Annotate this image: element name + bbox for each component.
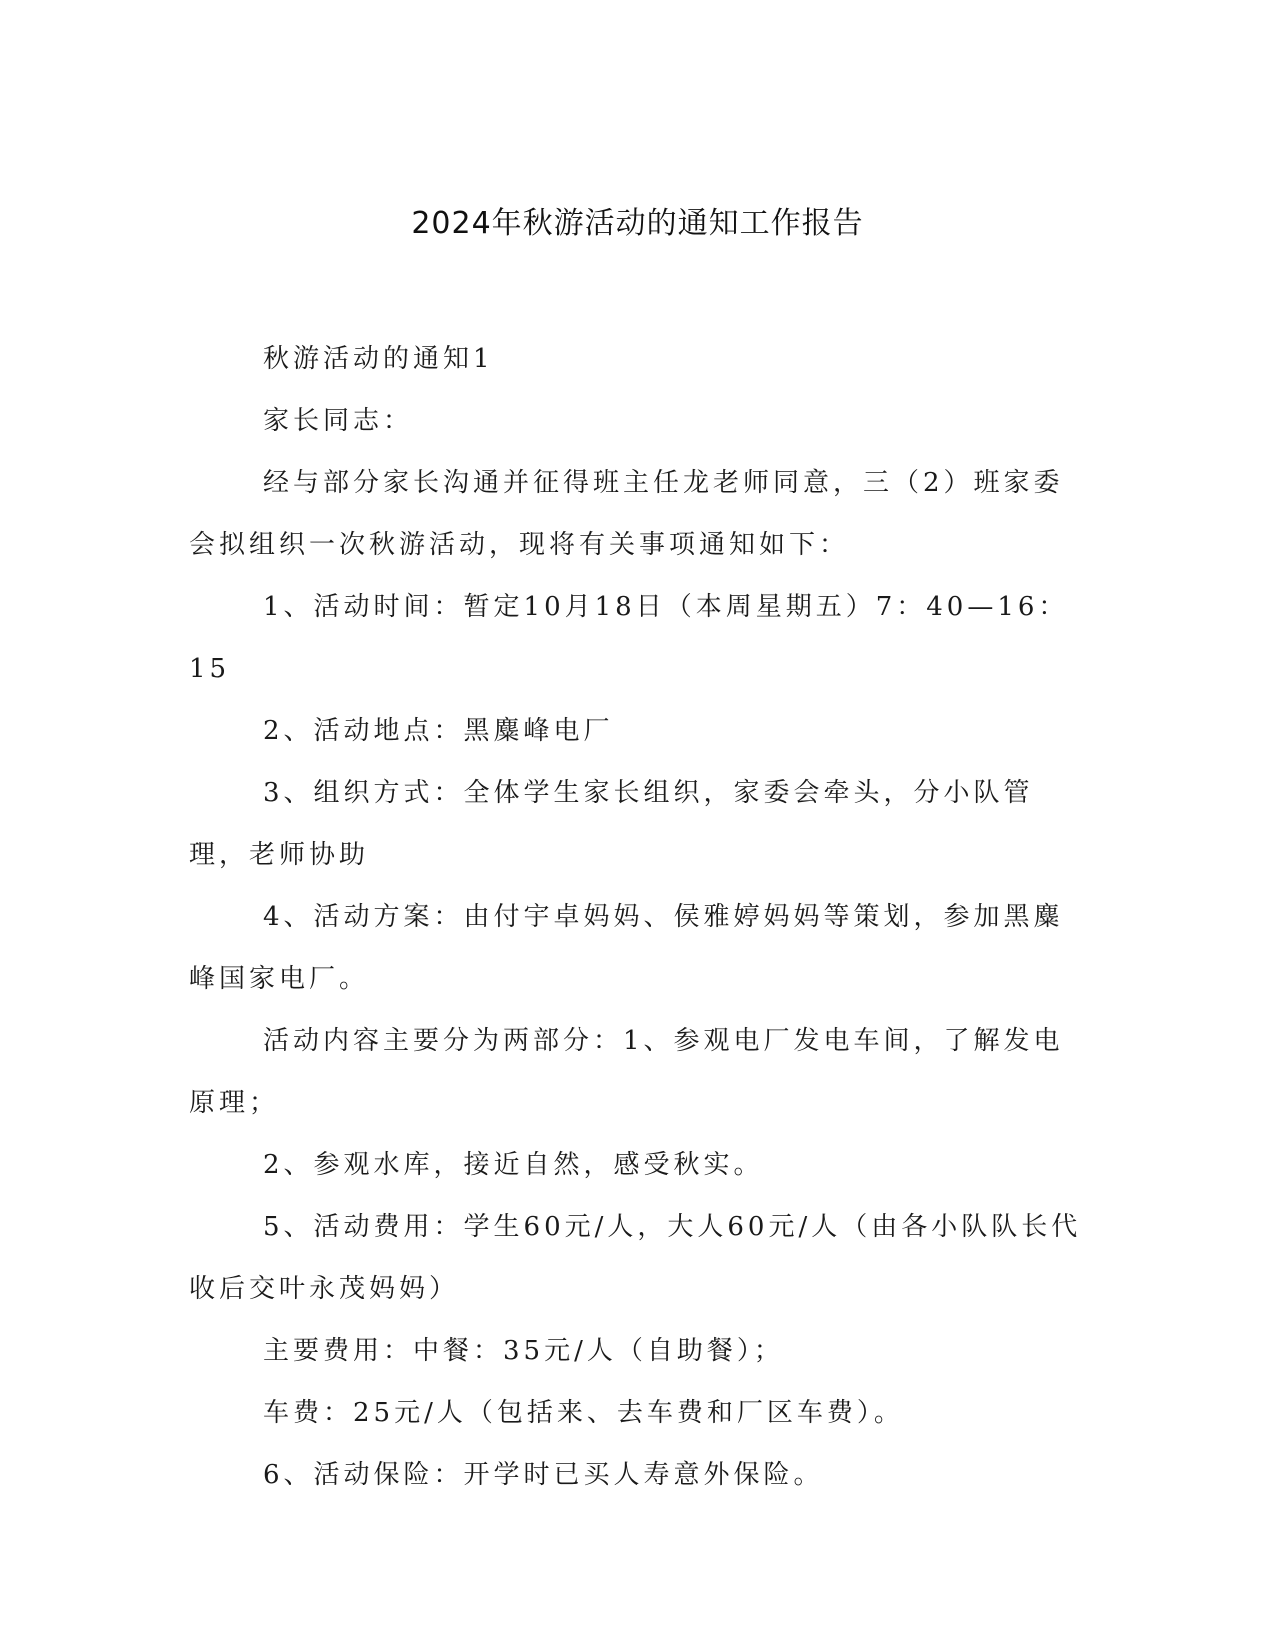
notice-heading: 秋游活动的通知1 bbox=[263, 344, 494, 374]
document-title: 2024年秋游活动的通知工作报告 bbox=[411, 206, 864, 241]
item-activity-time: 1、活动时间：暂定10月18日（本周星期五）7：40—16：15 bbox=[189, 592, 1069, 684]
activity-content-part-1: 活动内容主要分为两部分：1、参观电厂发电车间，了解发电原理； bbox=[189, 1026, 1064, 1118]
intro-paragraph: 经与部分家长沟通并征得班主任龙老师同意，三（2）班家委会拟组织一次秋游活动，现将有关事项通知如下： bbox=[189, 468, 1064, 560]
item-activity-location: 2、活动地点：黑麋峰电厂 bbox=[263, 716, 614, 746]
fee-transport: 车费：25元/人（包括来、去车费和厂区车费）。 bbox=[263, 1398, 904, 1428]
activity-content-part-2: 2、参观水库，接近自然，感受秋实。 bbox=[263, 1150, 764, 1180]
document-body bbox=[189, 328, 1089, 1506]
item-activity-fees: 5、活动费用：学生60元/人，大人60元/人（由各小队队长代收后交叶永茂妈妈） bbox=[189, 1212, 1082, 1304]
fee-lunch: 主要费用：中餐：35元/人（自助餐）； bbox=[263, 1336, 784, 1366]
item-activity-plan: 4、活动方案：由付宇卓妈妈、侯雅婷妈妈等策划，参加黑麋峰国家电厂。 bbox=[189, 902, 1064, 994]
item-organization-method: 3、组织方式：全体学生家长组织，家委会牵头，分小队管理，老师协助 bbox=[189, 778, 1034, 870]
salutation: 家长同志： bbox=[263, 406, 414, 436]
item-activity-insurance: 6、活动保险：开学时已买人寿意外保险。 bbox=[263, 1460, 824, 1490]
